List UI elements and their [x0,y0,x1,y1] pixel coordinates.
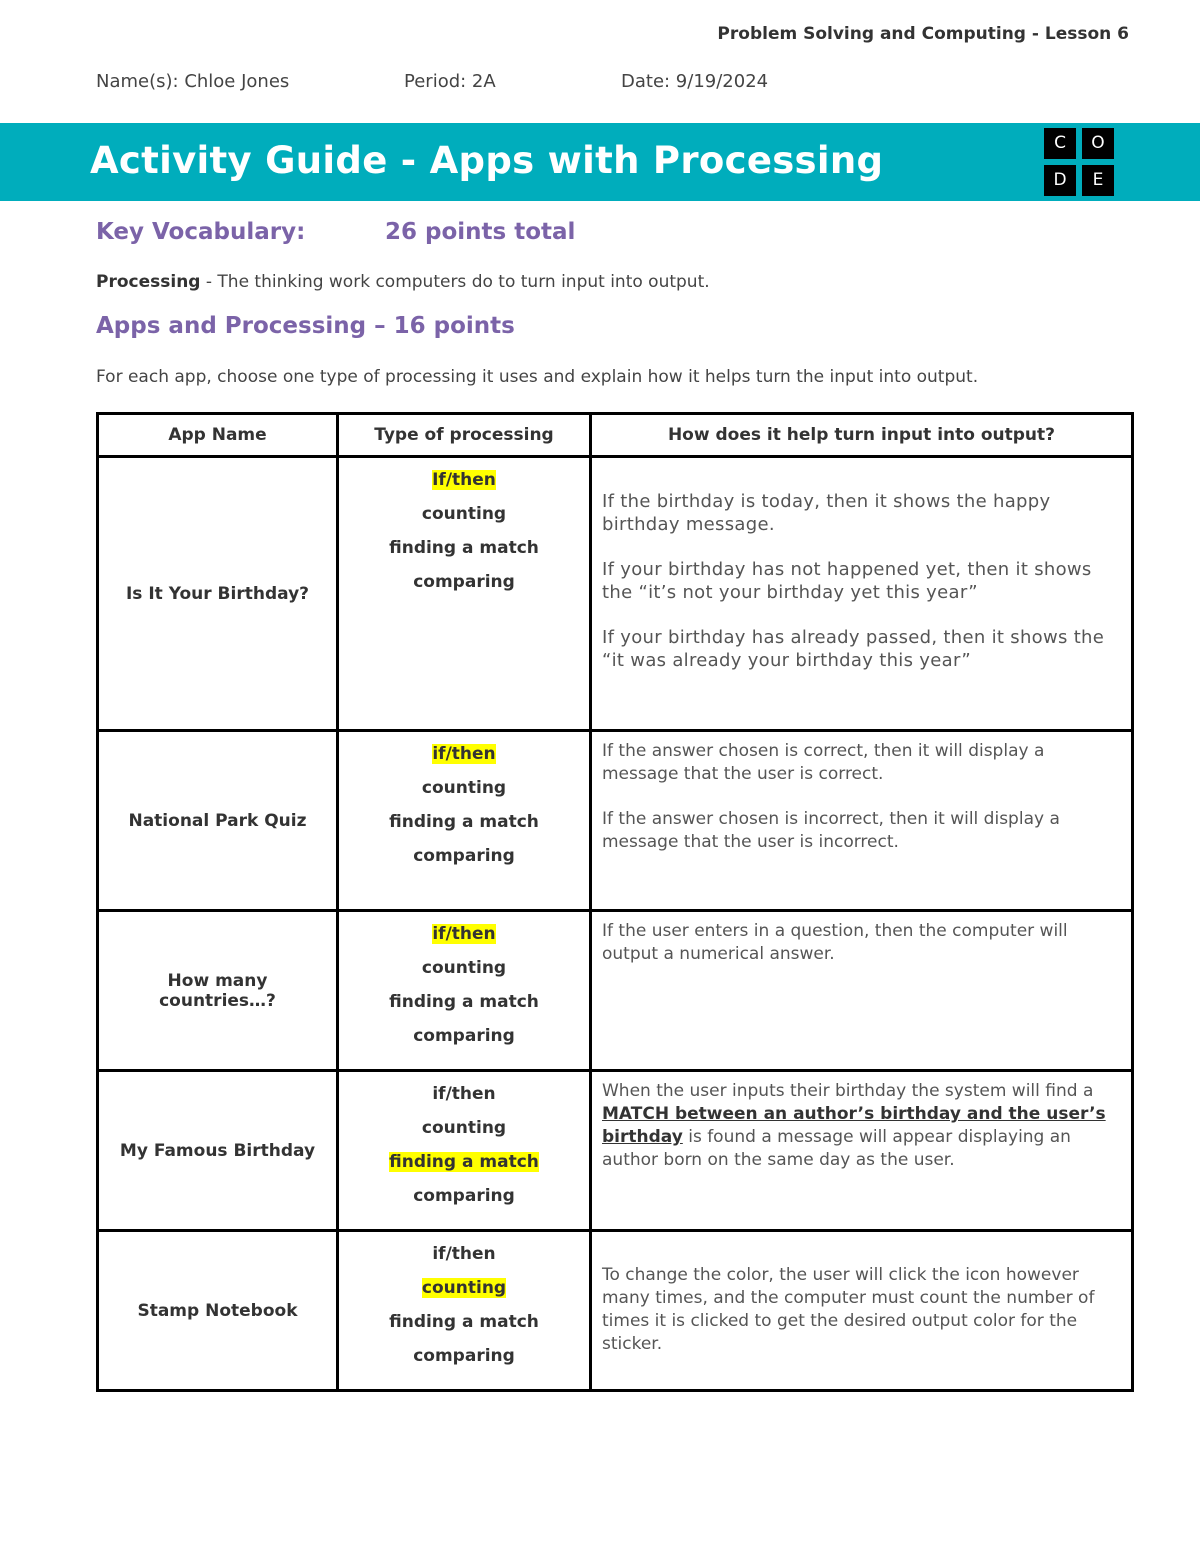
processing-type-selected: counting [421,1278,507,1298]
vocabulary-heading: Key Vocabulary: [96,219,306,245]
app-name-cell: My Famous Birthday [98,1071,338,1231]
student-name: Name(s): Chloe Jones [96,71,290,92]
column-header: App Name [98,414,338,457]
answer-cell[interactable] [591,457,1133,731]
processing-type: if/then [432,1244,496,1264]
processing-types-cell [338,731,591,911]
vocabulary-term: Processing [96,272,201,292]
processing-type: finding a match [389,812,539,832]
answer-text: If your birthday has not happened yet, then it shows the “it’s not your birthday yet this year” [602,559,1092,603]
processing-type: if/then [432,1084,496,1104]
answer-text [602,1080,1121,1172]
table-row [98,1231,1133,1391]
vocabulary-points: 26 points total [385,219,576,245]
title-banner [0,123,1200,201]
processing-type: finding a match [389,1312,539,1332]
table-row [98,1071,1133,1231]
answer-text: If the birthday is today, then it shows the happy birthday message. [602,491,1051,535]
answer-text: If your birthday has already passed, then it shows the “it was already your birthday this year” [602,627,1105,671]
processing-type-selected: if/then [432,924,496,944]
answer-text: If the user enters in a question, then the computer will output a numerical answer. [602,921,1068,964]
processing-types-cell [338,457,591,731]
worksheet-date: Date: 9/19/2024 [621,71,769,92]
processing-type: comparing [413,1026,515,1046]
app-name-cell: Is It Your Birthday? [98,457,338,731]
processing-type: comparing [413,1186,515,1206]
processing-type-selected: If/then [432,470,496,490]
processing-type: counting [421,778,507,798]
course-header: Problem Solving and Computing - Lesson 6 [717,24,1129,44]
logo-letter: O [1082,128,1114,159]
processing-type: counting [421,504,507,524]
processing-type: counting [421,1118,507,1138]
app-name-cell: Stamp Notebook [98,1231,338,1391]
table-row [98,911,1133,1071]
processing-type: finding a match [389,992,539,1012]
answer-text: If the answer chosen is correct, then it will display a message that the user is correct. [602,741,1045,784]
processing-type: comparing [413,846,515,866]
table-header-row [98,414,1133,457]
answer-text-end: is found a message will appear displaying an author born on the same day as the user. [602,1127,1071,1170]
processing-table [96,412,1134,1392]
processing-types-cell [338,1071,591,1231]
processing-types-cell [338,911,591,1071]
section-heading: Apps and Processing – 16 points [96,313,515,339]
app-name-cell: How many countries…? [98,911,338,1071]
answer-cell[interactable] [591,1231,1133,1391]
column-header: How does it help turn input into output? [591,414,1133,457]
definition-text: - The thinking work computers do to turn input into output. [200,272,710,292]
code-logo [1044,128,1116,196]
processing-type-selected: finding a match [389,1152,539,1172]
answer-cell[interactable] [591,731,1133,911]
answer-text: To change the color, the user will click the icon however many times, and the computer must count the number of times it is clicked to get the desired output color for the sticker. [602,1265,1095,1354]
processing-type: comparing [413,1346,515,1366]
processing-type: counting [421,958,507,978]
emphasized-match-text: MATCH between an author’s birthday and the user’s birthday [602,1104,1106,1147]
processing-type: finding a match [389,538,539,558]
answer-cell[interactable] [591,911,1133,1071]
table-row [98,731,1133,911]
vocabulary-definition [96,272,710,292]
app-name-cell: National Park Quiz [98,731,338,911]
instructions: For each app, choose one type of processing it uses and explain how it helps turn the input into output. [96,367,979,387]
answer-cell[interactable] [591,1071,1133,1231]
column-header: Type of processing [338,414,591,457]
page-title: Activity Guide - Apps with Processing [90,139,884,182]
answer-text: If the answer chosen is incorrect, then it will display a message that the user is incorrect. [602,809,1060,852]
answer-text-start: When the user inputs their birthday the system will find a [602,1081,1094,1101]
logo-letter: C [1044,128,1076,159]
processing-types-cell [338,1231,591,1391]
table-row [98,457,1133,731]
logo-letter: D [1044,165,1076,196]
logo-letter: E [1082,165,1114,196]
processing-type-selected: if/then [432,744,496,764]
processing-type: comparing [413,572,515,592]
class-period: Period: 2A [404,71,496,92]
